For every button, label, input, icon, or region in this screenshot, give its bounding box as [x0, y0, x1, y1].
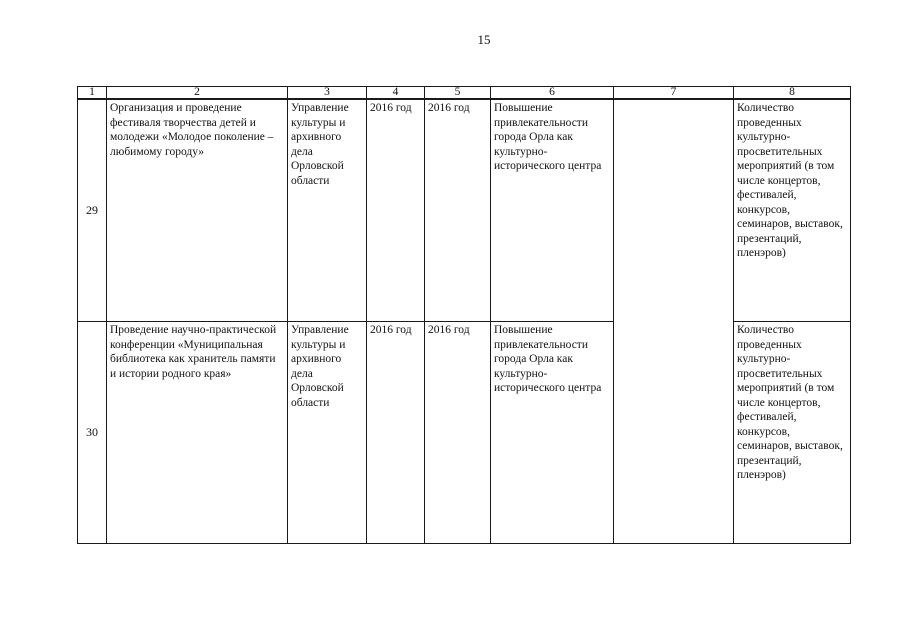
header-col-3: 3: [288, 87, 367, 100]
end-year: 2016 год: [425, 99, 491, 322]
expected-result: Повышение привлекательности города Орла как культурно-исторического центра: [491, 99, 614, 322]
table-row: [78, 99, 851, 322]
page-number: 15: [477, 32, 491, 47]
expected-result: Повышение привлекательности города Орла как культурно-исторического центра: [491, 322, 614, 544]
column-7-cell: [614, 99, 734, 544]
header-col-8: 8: [734, 87, 851, 100]
end-year: 2016 год: [425, 322, 491, 544]
measure-name: Организация и проведение фестиваля творчества детей и молодежи «Молодое поколение – любимому городу»: [107, 99, 288, 322]
indicator: Количество проведенных культурно-просветительных мероприятий (в том числе концертов, фестивалей, конкурсов, семинаров, выставок, презентаций, пленэров): [734, 99, 851, 322]
row-number: 29: [78, 99, 107, 322]
header-col-1: 1: [78, 87, 107, 100]
header-col-2: 2: [107, 87, 288, 100]
table-header-row: [78, 87, 851, 100]
start-year: 2016 год: [367, 322, 425, 544]
executor: Управление культуры и архивного дела Орловской области: [288, 322, 367, 544]
measures-table: [77, 86, 851, 544]
header-col-5: 5: [425, 87, 491, 100]
header-col-4: 4: [367, 87, 425, 100]
start-year: 2016 год: [367, 99, 425, 322]
measure-name: Проведение научно-практической конференции «Муниципальная библиотека как хранитель памяти и истории родного края»: [107, 322, 288, 544]
header-col-6: 6: [491, 87, 614, 100]
row-number: 30: [78, 322, 107, 544]
indicator: Количество проведенных культурно-просветительных мероприятий (в том числе концертов, фестивалей, конкурсов, семинаров, выставок, презентаций, пленэров): [734, 322, 851, 544]
table-row: [78, 322, 851, 544]
header-col-7: 7: [614, 87, 734, 100]
executor: Управление культуры и архивного дела Орловской области: [288, 99, 367, 322]
